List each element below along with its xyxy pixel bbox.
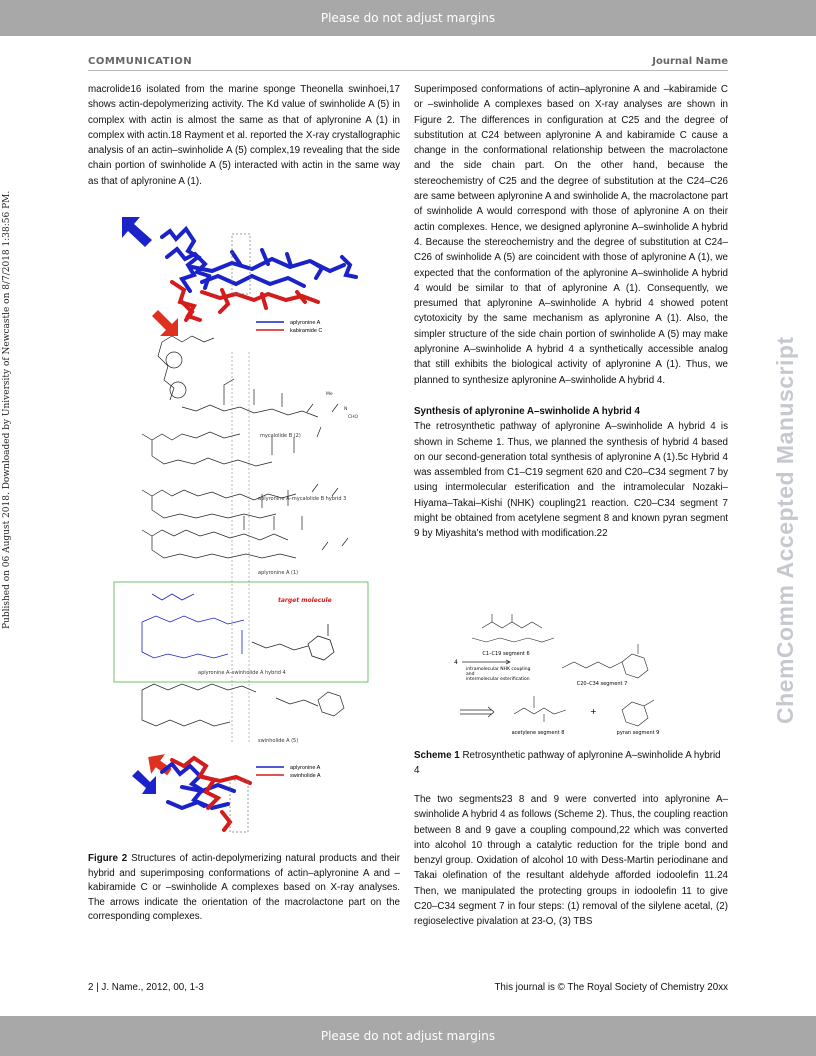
svg-text:+: + [590, 707, 597, 716]
label-segment-9: pyran segment 9 [616, 730, 660, 736]
compound-4: 4 [454, 659, 458, 666]
bottom-banner: Please do not adjust margins [0, 1016, 816, 1056]
scheme-label: Scheme 1 [414, 750, 460, 761]
reaction-and: and [466, 672, 475, 677]
label-segment-7: C20–C34 segment 7 [576, 681, 628, 687]
legend-aplyronine-bottom: aplyronine A [290, 765, 321, 771]
arrow-blue-icon [122, 217, 152, 247]
right-column-lower [414, 792, 728, 930]
label-segment-8: acetylene segment 8 [511, 730, 565, 736]
left-column [88, 82, 400, 189]
label-aplyronine: aplyronine A (1) [258, 570, 299, 576]
paragraph: Superimposed conformations of actin–aplyronine A and –kabiramide C or –swinholide A complexes based on X-ray analyses are shown in Figure 2. The differences in configuration at C25 and the degree of substitution at C24 between aplyronine A and kabiramide C cause a change in the conformational relationship between the macrolactone and the side chain part. On the other hand, because the stereochemistry of C25 and the degree of substitution at the C24–C26 are same between aplyronine A and swinholide A, the macrolactone part of swinholide A would correspond with those of aplyronine A on their actin complexes. Hence, we designed aplyronine A–swinholide A hybrid 4. Because the stereochemistry and the degree of substitution at C24–C26 of swinholide A (5) are coincident with those of aplyronine A (1), we expected that the conformation of the aplyronine A–swinholide A hybrid 4 would be similar to that of aplyronine A (1). Consequently, we presumed that aplyronine A–swinholide A hybrid 4 showed potent cytotoxicity by the same mechanism as aplyronine A (1). Also, the simpler structure of the side chain portion of swinholide A (5) may make aplyronine A–swinholide A hybrid 4 a synthetically accessible analog that still exhibits the biological activity of aplyronine A (1). Thus, we planned to synthesize aplyronine A–swinholide A hybrid 4. [414, 84, 728, 386]
arrow-blue-icon [132, 770, 156, 794]
figure-label: Figure 2 [88, 853, 128, 864]
svg-text:Me: Me [326, 392, 333, 397]
right-column [414, 82, 728, 542]
reaction-label: intramolecular NHK coupling [466, 667, 531, 672]
section-heading: Synthesis of aplyronine A–swinholide A hybrid 4 [414, 405, 640, 417]
superposition-bottom [132, 747, 321, 832]
publication-note: Published on 06 August 2018. Downloaded by University of Newcastle on 8/7/2018 1:38:56 PM. [2, 190, 12, 630]
running-head-journal: Journal Name [652, 56, 728, 67]
top-banner: Please do not adjust margins [0, 0, 816, 36]
label-swinholide: swinholide A (5) [258, 738, 299, 744]
footer-page-info: 2 | J. Name., 2012, 00, 1-3 [88, 982, 204, 993]
svg-text:CHO: CHO [348, 415, 359, 420]
label-hybrid-4: aplyronine A–swinholide A hybrid 4 [198, 670, 286, 676]
legend-kabiramide: kabiramide C [290, 328, 323, 334]
running-head-section: COMMUNICATION [88, 56, 193, 67]
superposition-top [122, 217, 356, 336]
label-target: target molecule [278, 597, 332, 604]
figure-caption-text: Structures of actin-depolymerizing natural products and their hybrid and superimposing conformations of actin–aplyronine A and –kabiramide C or –swinholide A complexes based on X-ray analyses. The arrows indicate the orientation of the macrolactone part on the corresponding complexes. [88, 853, 400, 923]
arrow-red-icon [152, 310, 178, 336]
kabiramide-structure [158, 336, 338, 417]
reaction-label-2: intermolecular esterification [466, 677, 530, 682]
legend-swinholide: swinholide A [290, 773, 321, 779]
header-rule [88, 70, 728, 71]
paragraph: The retrosynthetic pathway of aplyronine A–swinholide A hybrid 4 is shown in Scheme 1. Thus, we planned the synthesis of hybrid 4 based on our second-generation total synthesis of aplyronine A (1).5c Hybrid 4 was assembled from C1–C19 segment 620 and C20–C34 segment 7 by using intermolecular esterification and the intramolecular Nozaki–Hiyama–Takai–Kishi (NHK) coupling21 reaction. C20–C34 segment 7 might be obtained from acetylene segment 8 and known pyran segment 9 by Miyashita's method with modification.22 [414, 421, 728, 540]
scheme-1 [452, 610, 722, 742]
svg-text:N: N [344, 407, 348, 412]
paragraph: The two segments23 8 and 9 were converted into aplyronine A–swinholide A hybrid 4 as follows (Scheme 2). Thus, the coupling reaction between 8 and 9 gave a coupling compound,22 which was converted into alcohol 10 through a catalytic reduction for the triple bond and benzyl group. Oxidation of alcohol 10 with Dess-Martin periodinane and Takai olefination of the resultant aldehyde afforded iodoolefin 11.24 Then, we manipulated the protecting groups in iodoolefin 11 to give C20–C34 segment 7 in four steps: (1) removal of the silylene acetal, (2) regioselective pivalation at 23-O, (3) TBS [414, 794, 728, 928]
label-mycalolide: mycalolide B (2) [260, 433, 301, 439]
scheme-caption-text: Retrosynthetic pathway of aplyronine A–swinholide A hybrid 4 [414, 750, 721, 776]
figure-2 [112, 212, 370, 848]
footer-copyright: This journal is © The Royal Society of Chemistry 20xx [494, 982, 728, 993]
scheme-1-caption [414, 748, 728, 778]
figure-2-caption [88, 852, 400, 925]
label-hybrid-3: aplyronine A–mycalolide B hybrid 3 [258, 496, 347, 502]
paragraph: macrolide16 isolated from the marine sponge Theonella swinhoei,17 shows actin-depolymerizing activity. The Kd value of swinholide A (5) in complex with actin is almost the same as that of aplyronine A (1) in complex with actin.18 Rayment et al. reported the X-ray crystallographic analysis of an actin–swinholide A (5) complex,19 revealing that the side chain portion of swinholide A (5) interacted with actin in the same way as that of aplyronine A (1). [88, 84, 401, 187]
accepted-manuscript-watermark: ChemComm Accepted Manuscript [772, 336, 798, 724]
label-segment-6: C1–C19 segment 6 [482, 651, 530, 657]
legend-aplyronine: aplyronine A [290, 320, 321, 326]
